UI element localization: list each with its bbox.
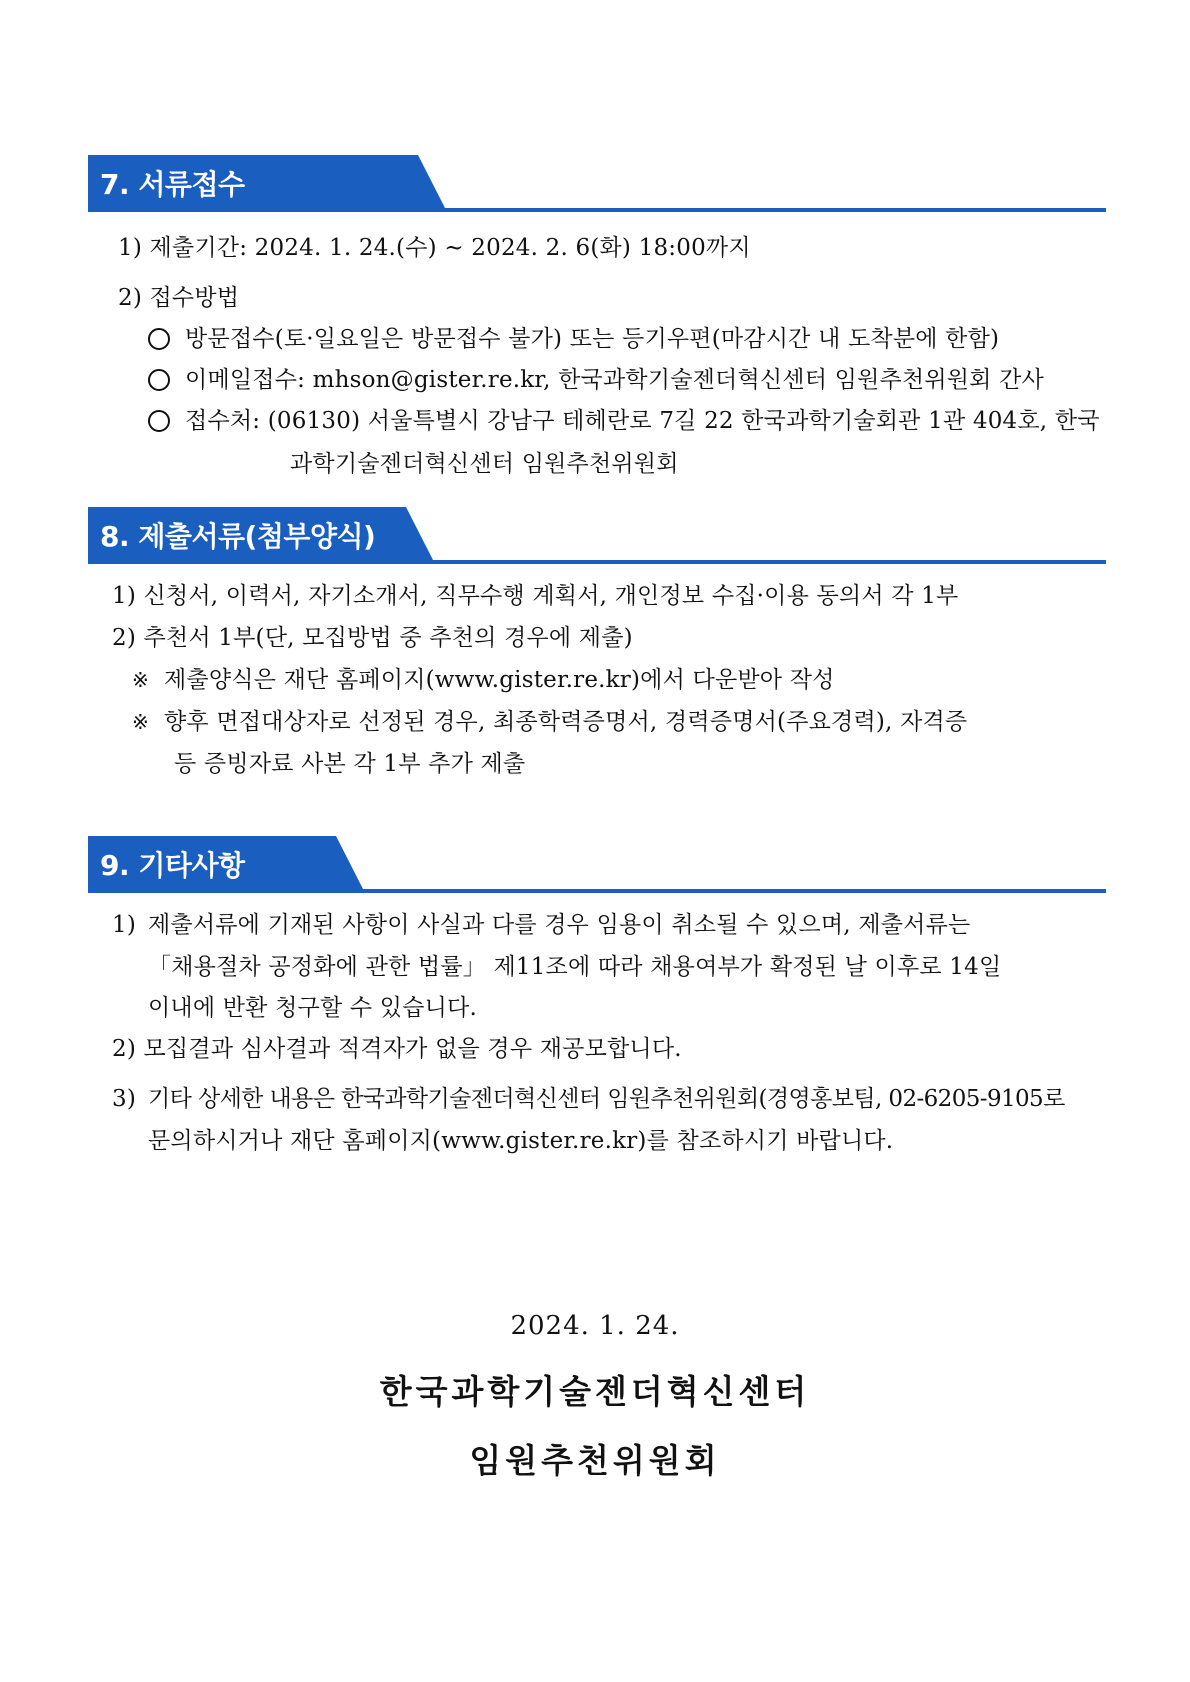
issue-date: 2024. 1. 24. [510,1311,680,1341]
other-item-3-num: 3) [112,1086,137,1112]
recommendation-letter: 2) 추천서 1부(단, 모집방법 중 추천의 경우에 제출) [112,625,633,651]
section-9-title: 9. 기타사항 [100,849,245,882]
method-address [148,406,1100,436]
circle-bullet-icon [148,410,170,432]
section-8-title: 8. 제출서류(첨부양식) [100,520,376,553]
note-evidence [132,707,967,737]
required-documents: 1) 신청서, 이력서, 자기소개서, 직무수행 계획서, 개인정보 수집·이용 동의서 각 1부 [112,583,959,609]
other-item-1-num: 1) [112,912,137,938]
method-visit-mail [148,324,999,354]
committee-name: 임원추천위원회 [469,1441,721,1480]
other-item-1-line3: 이내에 반환 청구할 수 있습니다. [148,995,477,1021]
submission-method-heading: 2) 접수방법 [118,285,240,311]
method-email [148,365,1044,395]
section-7-header [88,155,1106,213]
other-item-1-line2: 「채용절차 공정화에 관한 법률」 제11조에 따라 채용여부가 확정된 날 이후로 14일 [148,954,1002,980]
note-forms [132,665,835,695]
section-9-header [88,836,1106,894]
reference-mark-icon: ※ [132,668,149,692]
note-evidence-continued: 등 증빙자료 사본 각 1부 추가 제출 [174,751,526,777]
method-address-continued: 과학기술젠더혁신센터 임원추천위원회 [290,451,679,477]
method-visit-mail-text: 방문접수(토·일요일은 방문접수 불가) 또는 등기우편(마감시간 내 도착분에 한함) [185,326,1000,352]
note-forms-text: 제출양식은 재단 홈페이지(www.gister.re.kr)에서 다운받아 작성 [164,667,835,693]
organization-name: 한국과학기술젠더혁신센터 [379,1372,811,1411]
reference-mark-icon: ※ [132,710,149,734]
circle-bullet-icon [148,369,170,391]
section-8-header [88,507,1106,565]
submission-period: 1) 제출기간: 2024. 1. 24.(수) ~ 2024. 2. 6(화) 18:00까지 [118,235,751,261]
other-item-3-line2: 문의하시거나 재단 홈페이지(www.gister.re.kr)를 참조하시기 바랍니다. [148,1128,894,1154]
method-address-text: 접수처: (06130) 서울특별시 강남구 테헤란로 7길 22 한국과학기술회관 1관 404호, 한국 [185,408,1100,434]
other-item-2: 2) 모집결과 심사결과 적격자가 없을 경우 재공모합니다. [112,1036,682,1062]
note-evidence-text: 향후 면접대상자로 선정된 경우, 최종학력증명서, 경력증명서(주요경력), 자격증 [164,709,968,735]
method-email-text: 이메일접수: mhson@gister.re.kr, 한국과학기술젠더혁신센터 임원추천위원회 간사 [185,367,1044,393]
other-item-1-line1: 제출서류에 기재된 사항이 사실과 다를 경우 임용이 취소될 수 있으며, 제출서류는 [148,912,971,938]
section-7-title: 7. 서류접수 [100,168,245,201]
circle-bullet-icon [148,328,170,350]
other-item-3-line1: 기타 상세한 내용은 한국과학기술젠더혁신센터 임원추천위원회(경영홍보팀, 02-6205-9105로 [148,1086,1065,1112]
